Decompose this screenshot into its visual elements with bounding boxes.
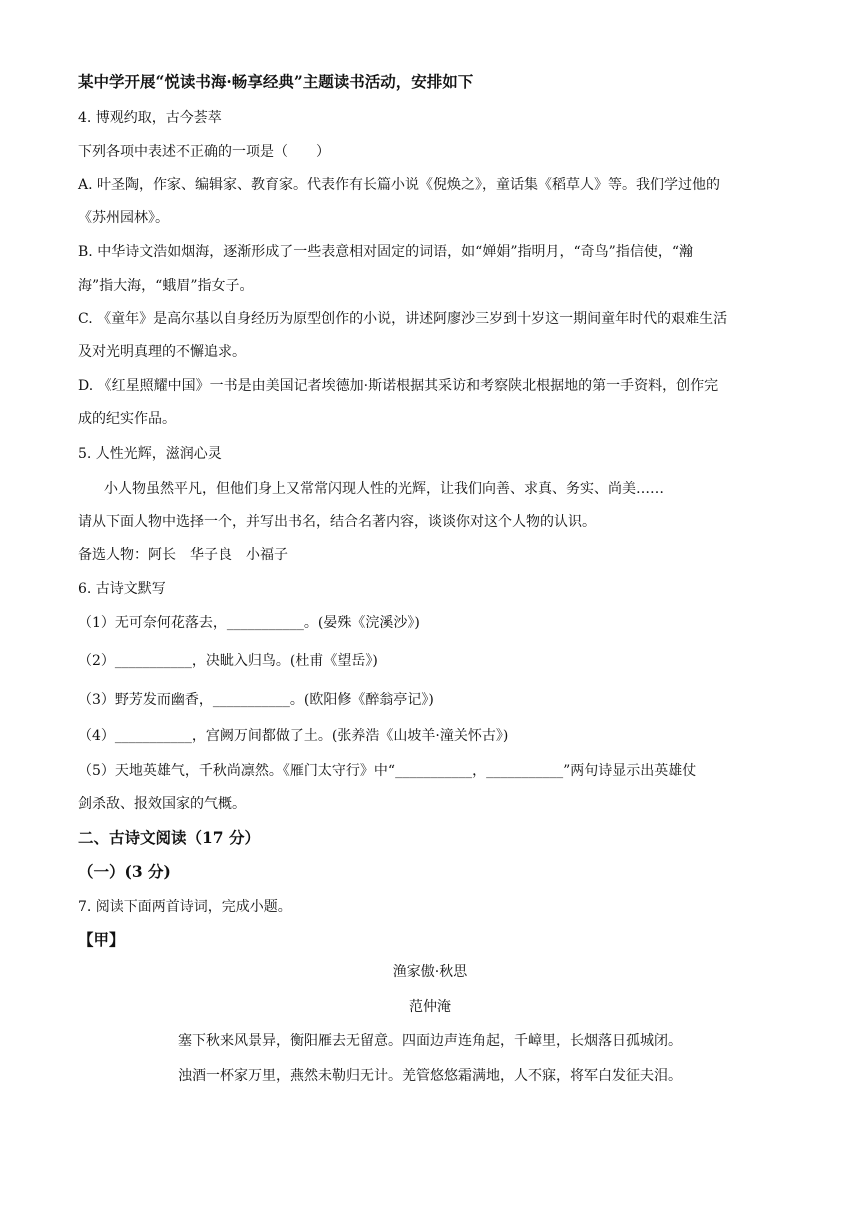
q6-item-3: （3）野芳发而幽香，___________。(欧阳修《醉翁亭记》) [78,692,434,708]
q4-option-c-line2: 及对光明真理的不懈追求。 [78,344,246,360]
q4-option-d-line1: D. 《红星照耀中国》一书是由美国记者埃德加·斯诺根据其采访和考察陕北根据地的第一手资料，创作完 [78,378,719,394]
q4-option-a-line2: 《苏州园林》。 [78,210,169,226]
q4-option-b-line1: B. 中华诗文浩如烟海，逐渐形成了一些表意相对固定的词语，如“婵娟”指明月，“奇鸟”指信使，“瀚 [78,244,693,260]
q5-candidates: 备选人物：阿长 华子良 小福子 [78,547,288,563]
q4-option-b-line2: 海”指大海，“蛾眉”指女子。 [78,278,254,294]
q4-title: 4. 博观约取，古今荟萃 [78,110,222,126]
q4-prompt: 下列各项中表述不正确的一项是（ ） [78,144,330,160]
q6-item-4: （4）___________，宫阙万间都做了土。(张养浩《山坡羊·潼关怀古》) [78,728,509,744]
poem-line-2: 浊酒一杯家万里，燕然未勒归无计。羌管悠悠霜满地，人不寐，将军白发征夫泪。 [178,1068,682,1084]
q6-item-5-line2: 剑杀敌、报效国家的气概。 [78,796,246,812]
q5-title: 5. 人性光辉，滋润心灵 [78,446,222,462]
section2-subtitle: （一）(3 分) [78,862,171,881]
q4-option-c-line1: C. 《童年》是高尔基以自身经历为原型创作的小说，讲述阿廖沙三岁到十岁这一期间童年时代的艰难生活 [78,311,728,327]
poem-tag: 【甲】 [78,930,125,949]
q7-instruction: 7. 阅读下面两首诗词，完成小题。 [78,899,292,915]
q4-option-a-line1: A. 叶圣陶，作家、编辑家、教育家。代表作有长篇小说《倪焕之》，童话集《稻草人》等。我们学过他的 [78,177,721,193]
activity-heading: 某中学开展“悦读书海·畅享经典”主题读书活动，安排如下 [78,72,474,91]
q5-instruction: 请从下面人物中选择一个，并写出书名，结合名著内容，谈谈你对这个人物的认识。 [78,514,596,530]
q6-item-5-line1: （5）天地英雄气，千秋尚凛然。《雁门太守行》中“___________，___________”两句诗显示出英雄仗 [78,763,697,779]
q5-quote: 小人物虽然平凡，但他们身上又常常闪现人性的光辉，让我们向善、求真、务实、尚美…… [104,481,664,497]
poem-title: 渔家傲·秋思 [392,964,468,980]
poem-author: 范仲淹 [409,999,451,1015]
q4-option-d-line2: 成的纪实作品。 [78,411,176,427]
poem-line-1: 塞下秋来风景异，衡阳雁去无留意。四面边声连角起，千嶂里，长烟落日孤城闭。 [178,1033,682,1049]
q6-title: 6. 古诗文默写 [78,581,166,597]
section2-title: 二、古诗文阅读（17 分） [78,828,260,847]
q6-item-2: （2）___________，决眦入归鸟。(杜甫《望岳》) [78,653,378,669]
q6-item-1: （1）无可奈何花落去，___________。(晏殊《浣溪沙》) [78,615,420,631]
